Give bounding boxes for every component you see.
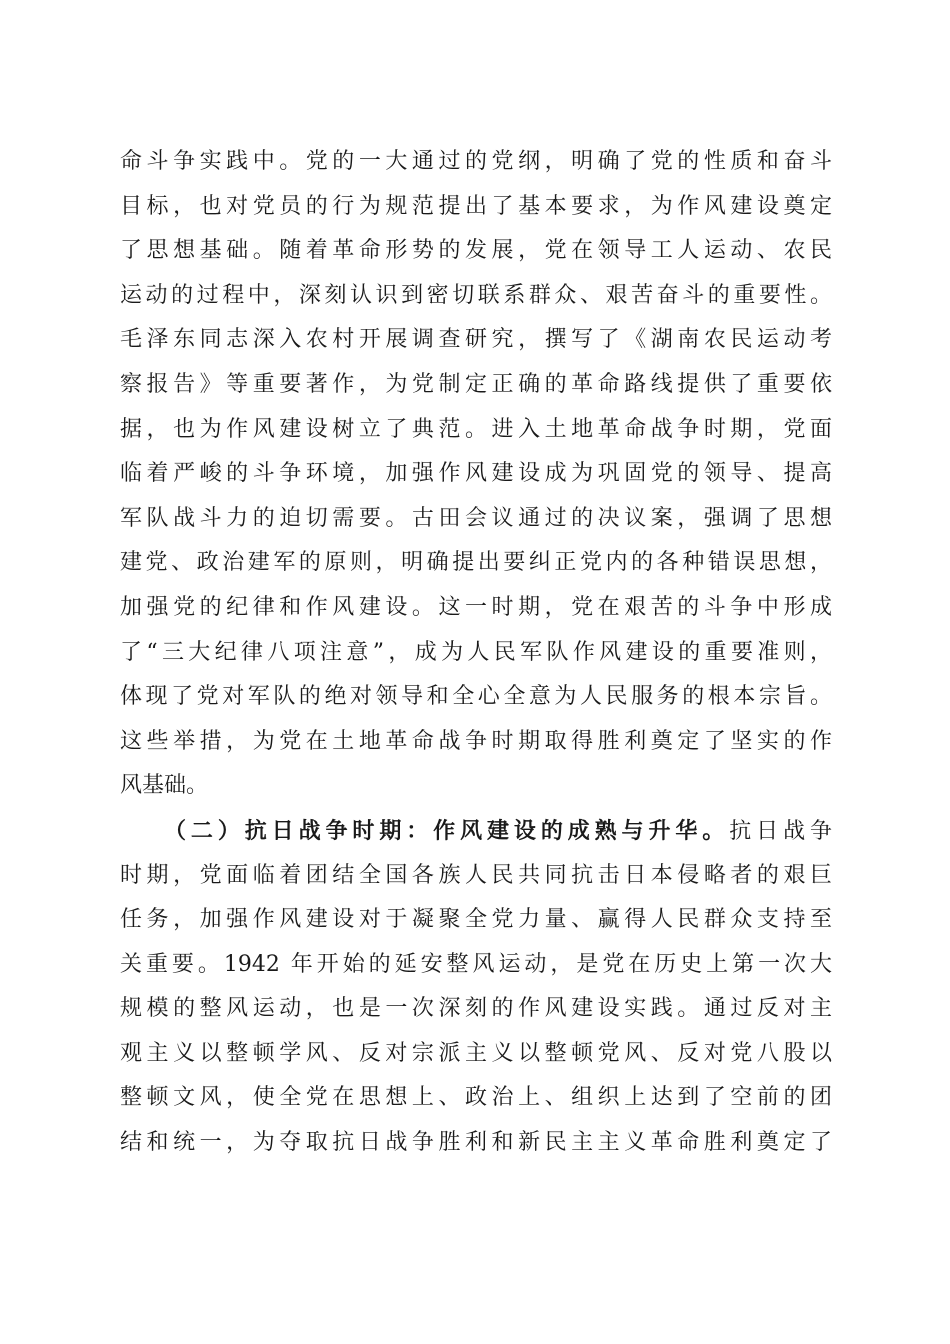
paragraph-line: 据，也为作风建设树立了典范。进入土地革命战争时期，党面: [120, 416, 832, 442]
paragraph-line: 风基础。: [120, 773, 209, 799]
paragraph-line: 规模的整风运动，也是一次深刻的作风建设实践。通过反对主: [120, 996, 832, 1022]
section-heading-line: [120, 809, 832, 854]
paragraph-line: 关重要。1942 年开始的延安整风运动，是党在历史上第一次大: [120, 951, 832, 977]
paragraph-line: 观主义以整顿学风、反对宗派主义以整顿党风、反对党八股以: [120, 1040, 832, 1066]
paragraph-line: 结和统一，为夺取抗日战争胜利和新民主主义革命胜利奠定了: [120, 1130, 832, 1156]
section-heading: （二）抗日战争时期：作风建设的成熟与升华。: [164, 817, 730, 844]
paragraph-line: 运动的过程中，深刻认识到密切联系群众、艰苦奋斗的重要性。: [120, 282, 832, 308]
paragraph-line: 军队战斗力的迫切需要。古田会议通过的决议案，强调了思想: [120, 505, 832, 531]
paragraph-line: 毛泽东同志深入农村开展调查研究，撰写了《湖南农民运动考: [120, 327, 832, 353]
section-heading-rest: 抗日战争: [729, 818, 832, 844]
paragraph-line: 体现了党对军队的绝对领导和全心全意为人民服务的根本宗旨。: [120, 684, 832, 710]
document-body: [120, 140, 832, 1166]
paragraph-line: 加强党的纪律和作风建设。这一时期，党在艰苦的斗争中形成: [120, 594, 832, 620]
paragraph-line: 命斗争实践中。党的一大通过的党纲，明确了党的性质和奋斗: [120, 149, 832, 174]
paragraph-line: 目标，也对党员的行为规范提出了基本要求，为作风建设奠定: [120, 193, 832, 219]
paragraph-line: 了“三大纪律八项注意”，成为人民军队作风建设的重要准则，: [120, 639, 832, 665]
paragraph-line: 这些举措，为党在土地革命战争时期取得胜利奠定了坚实的作: [120, 728, 832, 754]
paragraph-line: 整顿文风，使全党在思想上、政治上、组织上达到了空前的团: [120, 1085, 832, 1111]
paragraph-line: 察报告》等重要著作，为党制定正确的革命路线提供了重要依: [120, 371, 832, 397]
paragraph-line: 任务，加强作风建设对于凝聚全党力量、赢得人民群众支持至: [120, 907, 832, 933]
paragraph-line: 建党、政治建军的原则，明确提出要纠正党内的各种错误思想，: [120, 550, 832, 576]
paragraph-line: 临着严峻的斗争环境，加强作风建设成为巩固党的领导、提高: [120, 461, 832, 487]
paragraph-line: 时期，党面临着团结全国各族人民共同抗击日本侵略者的艰巨: [120, 862, 832, 888]
paragraph-line: 了思想基础。随着革命形势的发展，党在领导工人运动、农民: [120, 238, 832, 264]
